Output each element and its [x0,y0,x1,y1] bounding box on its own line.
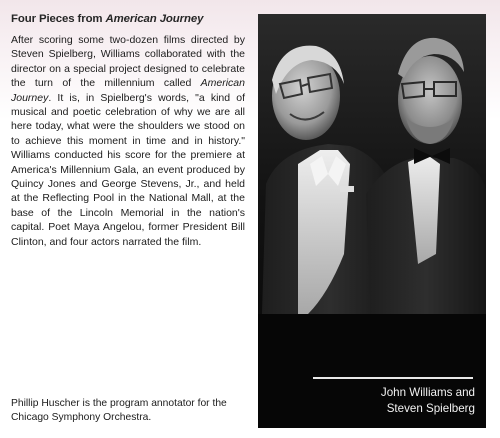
article-paragraph [11,33,245,249]
article-title [11,13,203,25]
photo-panel [258,14,486,428]
paragraph-part-1: After scoring some two-dozen films directed by Steven Spielberg, Williams collaborated with the director on a special project designed to celebrate the turn of the millennium called [11,34,245,90]
caption-line-1: John Williams and [380,386,475,399]
article-title-italic: American Journey [105,13,204,25]
photo-caption [315,385,475,417]
paragraph-italic-title: American Journey [11,77,245,104]
author-note: Phillip Huscher is the program annotator for the Chicago Symphony Orchestra. [11,398,227,423]
paragraph-part-2: . It is, in Spielberg's words, "a kind of musical and poetic celebration of why we are all here today, what were the shoulders we stood on to achieve this moment in time and in history." Williams conducted his score for the premiere at America's Millennium Gala, an event produced by Quincy Jones and George Stevens, Jr., and held at the Reflecting Pool in the National Mall, at the base of the Lincoln Memorial in the nation's capital. Poet Maya Angelou, former President Bill Clinton, and four actors narrated the film. [11,91,245,248]
caption-divider [313,377,473,379]
caption-line-2: Steven Spielberg [386,402,475,415]
article-title-plain: Four Pieces from [11,13,106,25]
photo-john-williams-steven-spielberg [258,14,486,428]
